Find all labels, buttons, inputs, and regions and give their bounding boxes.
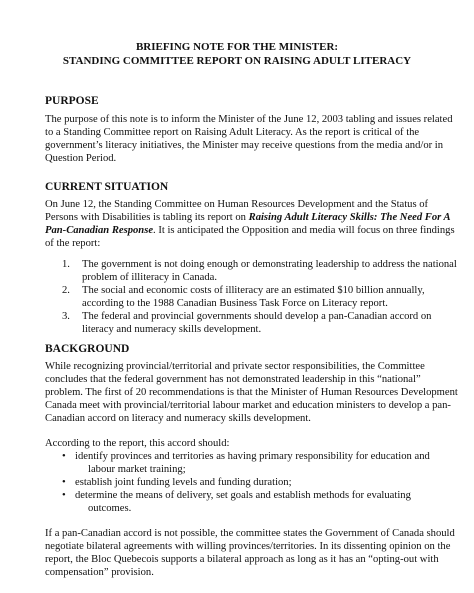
bullet-icon: • (62, 477, 66, 488)
finding-text: according to the 1988 Canadian Business Task Force on Literacy report. (82, 298, 388, 309)
title-line-1: BRIEFING NOTE FOR THE MINISTER: (135, 41, 339, 53)
current-line: of the report: (45, 238, 101, 249)
finding-text: The federal and provincial governments should develop a pan-Canadian accord on (82, 311, 432, 322)
finding-text: problem of illiteracy in Canada. (82, 272, 218, 283)
current-line: On June 12, the Standing Committee on Human Resources Development and the Status of (45, 199, 429, 210)
title-line-2: STANDING COMMITTEE REPORT ON RAISING ADULT LITERACY (62, 55, 412, 67)
background-line: concludes that the federal government has not demonstrated leadership in this “national” (45, 374, 421, 385)
report-title-emphasis: Raising Adult Literacy Skills: The Need For A (248, 212, 451, 223)
background-heading: BACKGROUND (45, 343, 130, 355)
purpose-heading: PURPOSE (45, 95, 99, 107)
current-situation-heading: CURRENT SITUATION (45, 181, 169, 193)
accord-item: determine the means of delivery, set goals and establish methods for evaluating (75, 490, 411, 501)
finding-number: 3. (62, 311, 70, 322)
accord-item: outcomes. (88, 503, 132, 514)
finding-text: literacy and numeracy skills development. (82, 324, 262, 335)
bullet-icon: • (62, 451, 66, 462)
finding-text: The government is not doing enough or demonstrating leadership to address the national (82, 259, 457, 270)
report-title-emphasis: Pan-Canadian Response (45, 225, 154, 236)
purpose-line: Question Period. (45, 153, 117, 164)
background-line: report, the Bloc Quebecois supports a bilateral approach as long as it has an “opting-out with (45, 554, 439, 565)
finding-number: 1. (62, 259, 70, 270)
purpose-line: to a Standing Committee report on Raising Adult Literacy. As the report is critical of the (45, 127, 420, 138)
bullet-icon: • (62, 490, 66, 501)
purpose-line: The purpose of this note is to inform the Minister of the June 12, 2003 tabling and issues related (45, 114, 453, 125)
accord-intro: According to the report, this accord should: (45, 438, 230, 449)
accord-item: identify provinces and territories as having primary responsibility for education and (75, 451, 430, 462)
background-line: Canadian accord on literacy and numeracy skills development. (45, 413, 311, 424)
current-line-text: . It is anticipated the Opposition and media will focus on three findings (153, 225, 455, 236)
background-line: compensation” provision. (45, 567, 154, 578)
purpose-line: government’s literacy initiatives, the Minister may receive questions from the media and/or in (45, 140, 444, 151)
background-line: Canada meet with provincial/territorial labour market and education ministers to develop a pan- (45, 400, 451, 411)
background-line: While recognizing provincial/territorial and private sector responsibilities, the Committee (45, 361, 425, 372)
background-line: If a pan-Canadian accord is not possible, the committee states the Government of Canada should (45, 528, 455, 539)
current-line (45, 211, 451, 224)
finding-number: 2. (62, 285, 70, 296)
background-line: problem. The first of 20 recommendations is that the Minister of Human Resources Development (45, 387, 458, 398)
accord-item: labour market training; (88, 464, 186, 475)
current-line (45, 224, 455, 237)
current-line-text: Persons with Disabilities is tabling its report on (45, 212, 249, 223)
background-line: negotiate bilateral agreements with willing provinces/territories. In its dissenting opinion on the (45, 541, 451, 552)
finding-text: The social and economic costs of illiteracy are an estimated $10 billion annually, (82, 285, 425, 296)
accord-item: establish joint funding levels and funding duration; (75, 477, 292, 488)
